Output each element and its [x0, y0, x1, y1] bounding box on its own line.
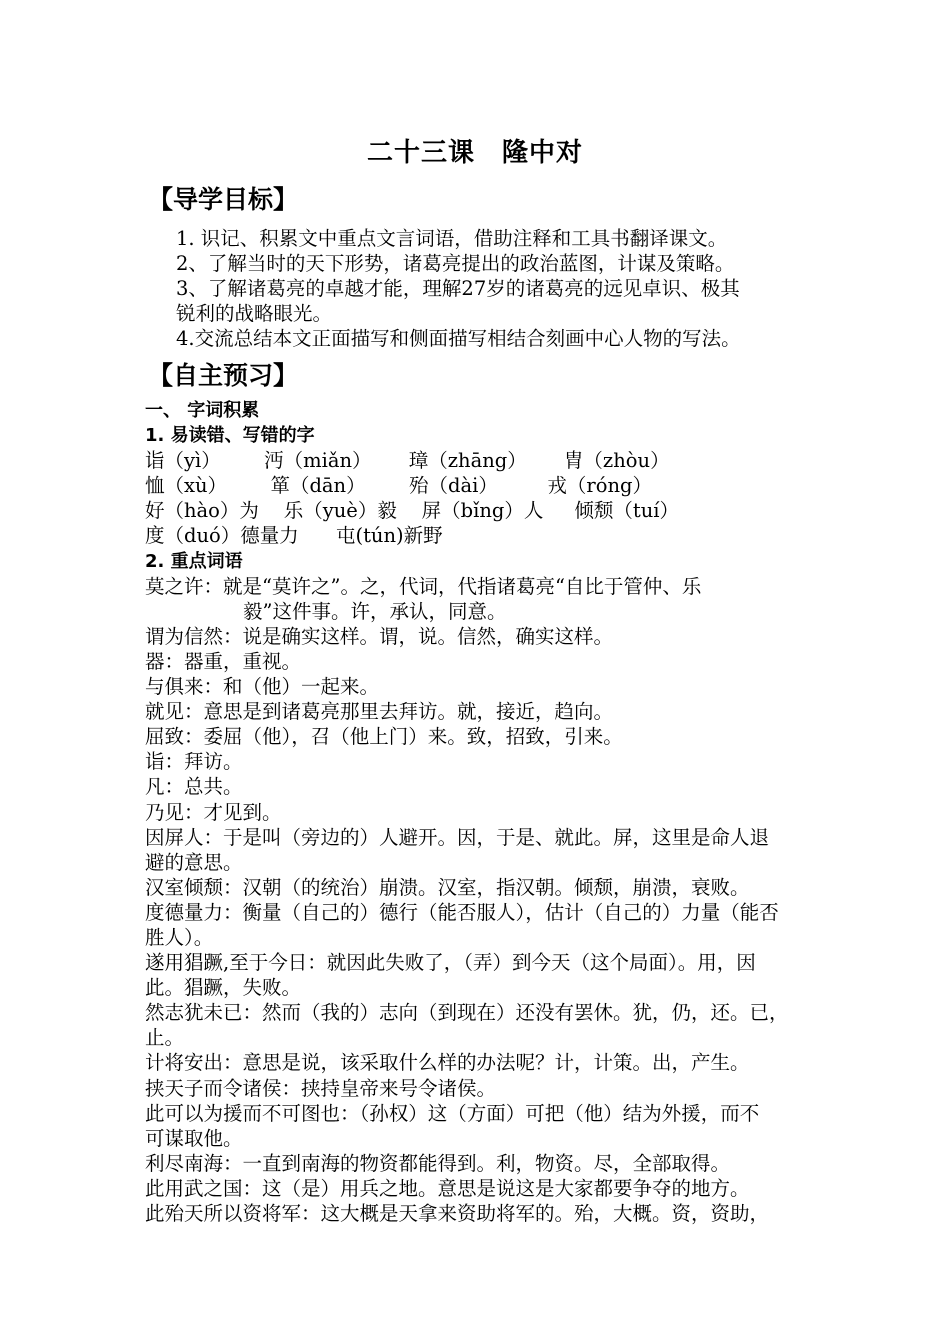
preview-heading: 【自主预习】 [148, 361, 299, 390]
goal-item: 4.交流总结本文正面描写和侧面描写相结合刻画中心人物的写法。 [176, 327, 741, 350]
section-heading: 一、 字词积累 [145, 400, 260, 421]
term-line: 毅”这件事。许，承认，同意。 [243, 599, 507, 623]
term-line: 止。 [145, 1026, 185, 1050]
goal-item: 2、了解当时的天下形势，诸葛亮提出的政治蓝图，计谋及策略。 [176, 252, 735, 275]
subsection-heading: 2. 重点词语 [145, 550, 243, 572]
term-line: 可谋取他。 [145, 1126, 243, 1150]
term-line: 此用武之国：这（是）用兵之地。意思是说这是大家都要争夺的地方。 [145, 1176, 750, 1200]
pronunciation-line: 好（hào）为 乐（yuè）毅 屏（bǐng）人 倾颓（tuí） [145, 499, 680, 523]
term-line: 乃见：才见到。 [145, 800, 282, 824]
goals-list [176, 226, 816, 351]
term-line: 此殆天所以资将军：这大概是天拿来资助将军的。殆，大概。资，资助， [145, 1202, 770, 1225]
term-line: 莫之许：就是“莫许之”。之，代词，代指诸葛亮“自比于管仲、乐 [145, 574, 702, 598]
term-line: 遂用猖蹶,至于今日：就因此失败了，（弄）到今天（这个局面）。用，因 [145, 951, 756, 975]
term-line: 挟天子而令诸侯：挟持皇帝来号令诸侯。 [145, 1076, 497, 1100]
term-line: 胜人）。 [145, 925, 214, 949]
term-line: 此。猖蹶，失败。 [145, 976, 302, 1000]
goal-item: 1. 识记、积累文中重点文言词语，借助注释和工具书翻译课文。 [176, 227, 728, 250]
page-title: 二十三课 隆中对 [366, 138, 583, 168]
term-line: 利尽南海：一直到南海的物资都能得到。利，物资。尽，全部取得。 [145, 1151, 731, 1175]
term-line: 诣：拜访。 [145, 750, 243, 774]
term-line: 凡：总共。 [145, 775, 243, 799]
term-line: 汉室倾颓：汉朝（的统治）崩溃。汉室，指汉朝。倾颓，崩溃，衰败。 [145, 875, 750, 899]
term-line: 然志犹未已：然而（我的）志向（到现在）还没有罢休。犹，仍，还。已， [145, 1001, 789, 1025]
term-line: 与俱来：和（他）一起来。 [145, 675, 380, 699]
term-line: 度德量力：衡量（自己的）德行（能否服人），估计（自己的）力量（能否 [145, 900, 779, 924]
goal-item-continued: 锐利的战略眼光。 [176, 302, 333, 325]
term-line: 计将安出：意思是说，该采取什么样的办法呢？计，计策。出，产生。 [145, 1051, 750, 1075]
pronunciation-line: 恤（xù） 箪（dān） 殆（dài） 戎（róng） [145, 474, 653, 498]
guide-heading: 【导学目标】 [148, 185, 299, 214]
term-line: 就见：意思是到诸葛亮那里去拜访。就，接近，趋向。 [145, 700, 614, 724]
goal-item: 3、了解诸葛亮的卓越才能，理解27岁的诸葛亮的远见卓识、极其 [176, 277, 740, 300]
term-line: 器：器重，重视。 [145, 649, 302, 673]
pronunciation-line: 度（duó）德量力 屯(tún)新野 [145, 524, 443, 548]
term-line: 屈致：委屈（他），召（他上门）来。致，招致，引来。 [145, 725, 623, 749]
preview-content [145, 398, 813, 1226]
term-line: 避的意思。 [145, 850, 243, 874]
subsection-heading: 1. 易读错、写错的字 [145, 425, 315, 447]
term-line: 此可以为援而不可图也：（孙权）这（方面）可把（他）结为外援，而不 [145, 1101, 760, 1125]
term-line: 谓为信然：说是确实这样。谓，说。信然，确实这样。 [145, 624, 614, 648]
pronunciation-line: 诣（yì） 沔（miǎn） 璋（zhāng） 胄（zhòu） [145, 449, 670, 473]
term-line: 因屏人：于是叫（旁边的）人避开。因，于是、就此。屏，这里是命人退 [145, 825, 770, 849]
